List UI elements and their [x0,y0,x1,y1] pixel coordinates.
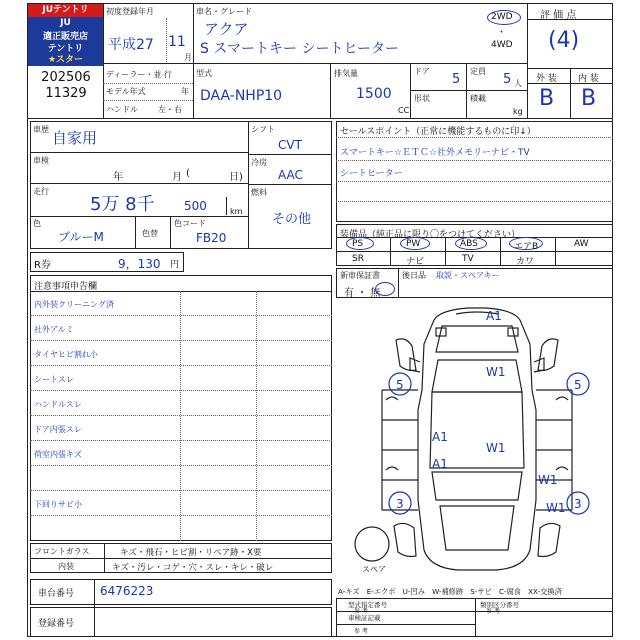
type-value: DAA-NHP10 [200,88,283,104]
shift-label: シフト [251,125,275,134]
option-value: 取説・スペアキー [436,271,500,280]
spare-tire [355,527,389,561]
mileage-value: 5万 8千 [90,194,155,215]
option-label: 後日品 [402,271,426,280]
footer-ref-3: 参 考 [354,628,368,635]
inspection-month: 月 [172,172,182,183]
fuel-label: 燃料 [251,188,267,197]
door-value: 5 [452,72,461,87]
logo-ju: JU [60,18,71,28]
load-label: 積載 [470,94,486,103]
fuel-value: その他 [272,212,312,227]
equip-airbag: エアB [514,242,539,252]
selling-point-1: スマートキー☆ＥＴＣ☆社外メモリーナビ・TV [340,148,530,158]
equip-leather: カワ [516,257,535,267]
ac-value: AAC [278,168,303,182]
footer-ref-1: 参 考 [354,608,368,615]
mileage-unit: km [230,207,243,216]
logo [28,4,103,66]
equip-tv: TV [462,254,474,264]
note-5: ハンドルスレ [34,400,82,409]
logo-star: ★スター [47,55,84,65]
type-label: 型式 [196,69,212,78]
footer-category-label: 類別区分番号 [480,601,519,609]
first-reg-era: 平成27 [108,37,154,53]
recycle-box [30,252,184,272]
footer-ref-2: 参 考 [486,608,500,615]
drive-dot: ・ [497,28,507,38]
capacity-value: 5 [503,72,512,87]
recycle-value: 9，130 [118,257,161,271]
grade-label: 評 価 点 [540,10,577,21]
color-label: 色 [33,219,41,228]
color-change-label: 色替 [142,229,158,238]
door-label: ドア [414,67,430,76]
recycle-label: R券 [34,260,51,271]
displacement-value: 1500 [356,86,392,102]
chassis-box [30,579,332,605]
notes-label: 注意事項申告欄 [34,282,98,292]
mark-3-left: 3 [396,497,404,511]
logo-brand: JUテントリ [28,4,103,17]
note-4: シートスレ [34,375,74,384]
interior-value: キズ・汚レ・コゲ・穴・スレ・キレ・破レ [112,563,274,573]
note-6: ドア内張スレ [34,425,82,434]
mark-a1-left-lower: A1 [432,457,448,471]
category-value: 自家用 [52,129,98,147]
equip-pw: PW [406,239,421,249]
capacity-unit: 人 [514,79,522,88]
inspection-open: ( [186,168,190,179]
car-diagram [336,300,613,584]
registration-label: 登録番号 [38,619,75,629]
logo-store: 適正販売店 [42,32,88,42]
exterior-label: 外 装 [536,74,557,84]
note-9: 下回りサビ小 [34,500,82,509]
warranty-value: 有 ・ 無 [344,288,381,299]
grade-value: (4) [548,28,580,53]
model-year-label: モデル年式 [106,87,146,96]
chassis-value: 6476223 [100,584,154,598]
mark-a1-front: A1 [486,309,502,323]
displacement-label: 排気量 [334,69,358,78]
mark-w1-right-upper: W1 [538,473,558,487]
displacement-unit: CC [398,106,410,115]
inspection-year: 年 [113,172,123,183]
model-year-unit: 年 [181,87,189,96]
mileage-label: 走行 [33,187,49,196]
dealer-label: ディーラー・並 行 [106,70,172,79]
drive-2wd: 2WD [491,12,513,22]
inspection-label: 車検 [33,156,49,165]
note-1: 内外装クリーニング済 [34,300,114,309]
registration-box [30,607,332,637]
handle-label: ハンドル [106,105,138,114]
selling-point-2: シートヒーター [340,169,403,179]
selling-points-label: セールスポイント（正常に機能するものに印↓） [340,127,536,137]
front-glass-value: キズ・飛石・ヒビ割・リペア跡・X要 [120,548,262,558]
equip-navi: ナビ [406,257,425,267]
category-label: 車歴 [33,125,49,134]
mark-w1-roof: W1 [486,441,506,455]
handle-value: 左・右 [158,105,182,114]
mark-3-right: 3 [574,497,582,511]
car-name: アクア [204,20,249,38]
drive-4wd: 4WD [491,40,513,50]
footer-model-label: 型式指定番号 [348,601,387,609]
recycle-unit: 円 [170,260,180,270]
car-grade: S スマートキー シートヒーター [200,41,399,57]
mark-5-left: 5 [396,378,404,392]
color-value: ブルーM [58,230,104,244]
damage-legend: A-キズ E-エクボ U-凹み W-補修跡 S-サビ C-腐食 XX-交換済 [338,587,562,596]
lot-line-1: 202506 [41,70,91,85]
note-7: 荷室内張キズ [34,450,82,459]
mark-5-right: 5 [574,378,582,392]
interior-label: 内 装 [578,74,599,84]
color-code-label: 色コード [174,219,206,228]
shift-value: CVT [278,138,302,152]
exterior-grade: B [539,86,555,111]
interior-label-bottom: 内装 [58,562,74,571]
note-3: タイヤヒビ割れ小 [34,350,98,359]
lot-number [30,70,102,102]
chassis-label: 車台番号 [38,589,75,599]
warranty-circle [375,282,395,296]
color-code-value: FB20 [196,231,227,245]
equipment-label: 装備品（純正品に限り〇をつけてください） [340,230,521,240]
equip-abs: ABS [460,239,478,249]
first-reg-month: 11 [168,34,186,50]
ac-label: 冷房 [251,158,267,167]
warranty-label: 新車保証書 [340,271,380,280]
interior-grade: B [581,86,597,111]
mileage-sub: 500 [184,199,207,213]
equip-aw: AW [574,239,589,249]
front-glass-label: フロントガラス [34,547,90,556]
mark-a1-left-upper: A1 [432,430,448,444]
logo-tentori: テントリ [47,44,84,54]
capacity-label: 定員 [470,67,486,76]
load-unit: kg [513,107,523,116]
lot-line-2: 11329 [45,86,87,101]
footer-cert-label: 車検証記載 [348,614,381,622]
shape-label: 形状 [414,94,430,103]
mark-w1-hood: W1 [486,365,506,379]
equip-ps: PS [352,239,364,249]
mark-w1-right-lower: W1 [546,501,566,515]
spare-label: スペア [362,565,386,574]
inspection-day: 日) [229,172,243,183]
equip-sr: SR [352,254,364,264]
first-reg-label: 初度登録年月 [106,7,154,16]
car-name-label: 車名・グレード [196,7,252,16]
note-2: 社外アルミ [34,325,74,334]
month-unit: 月 [184,53,192,62]
